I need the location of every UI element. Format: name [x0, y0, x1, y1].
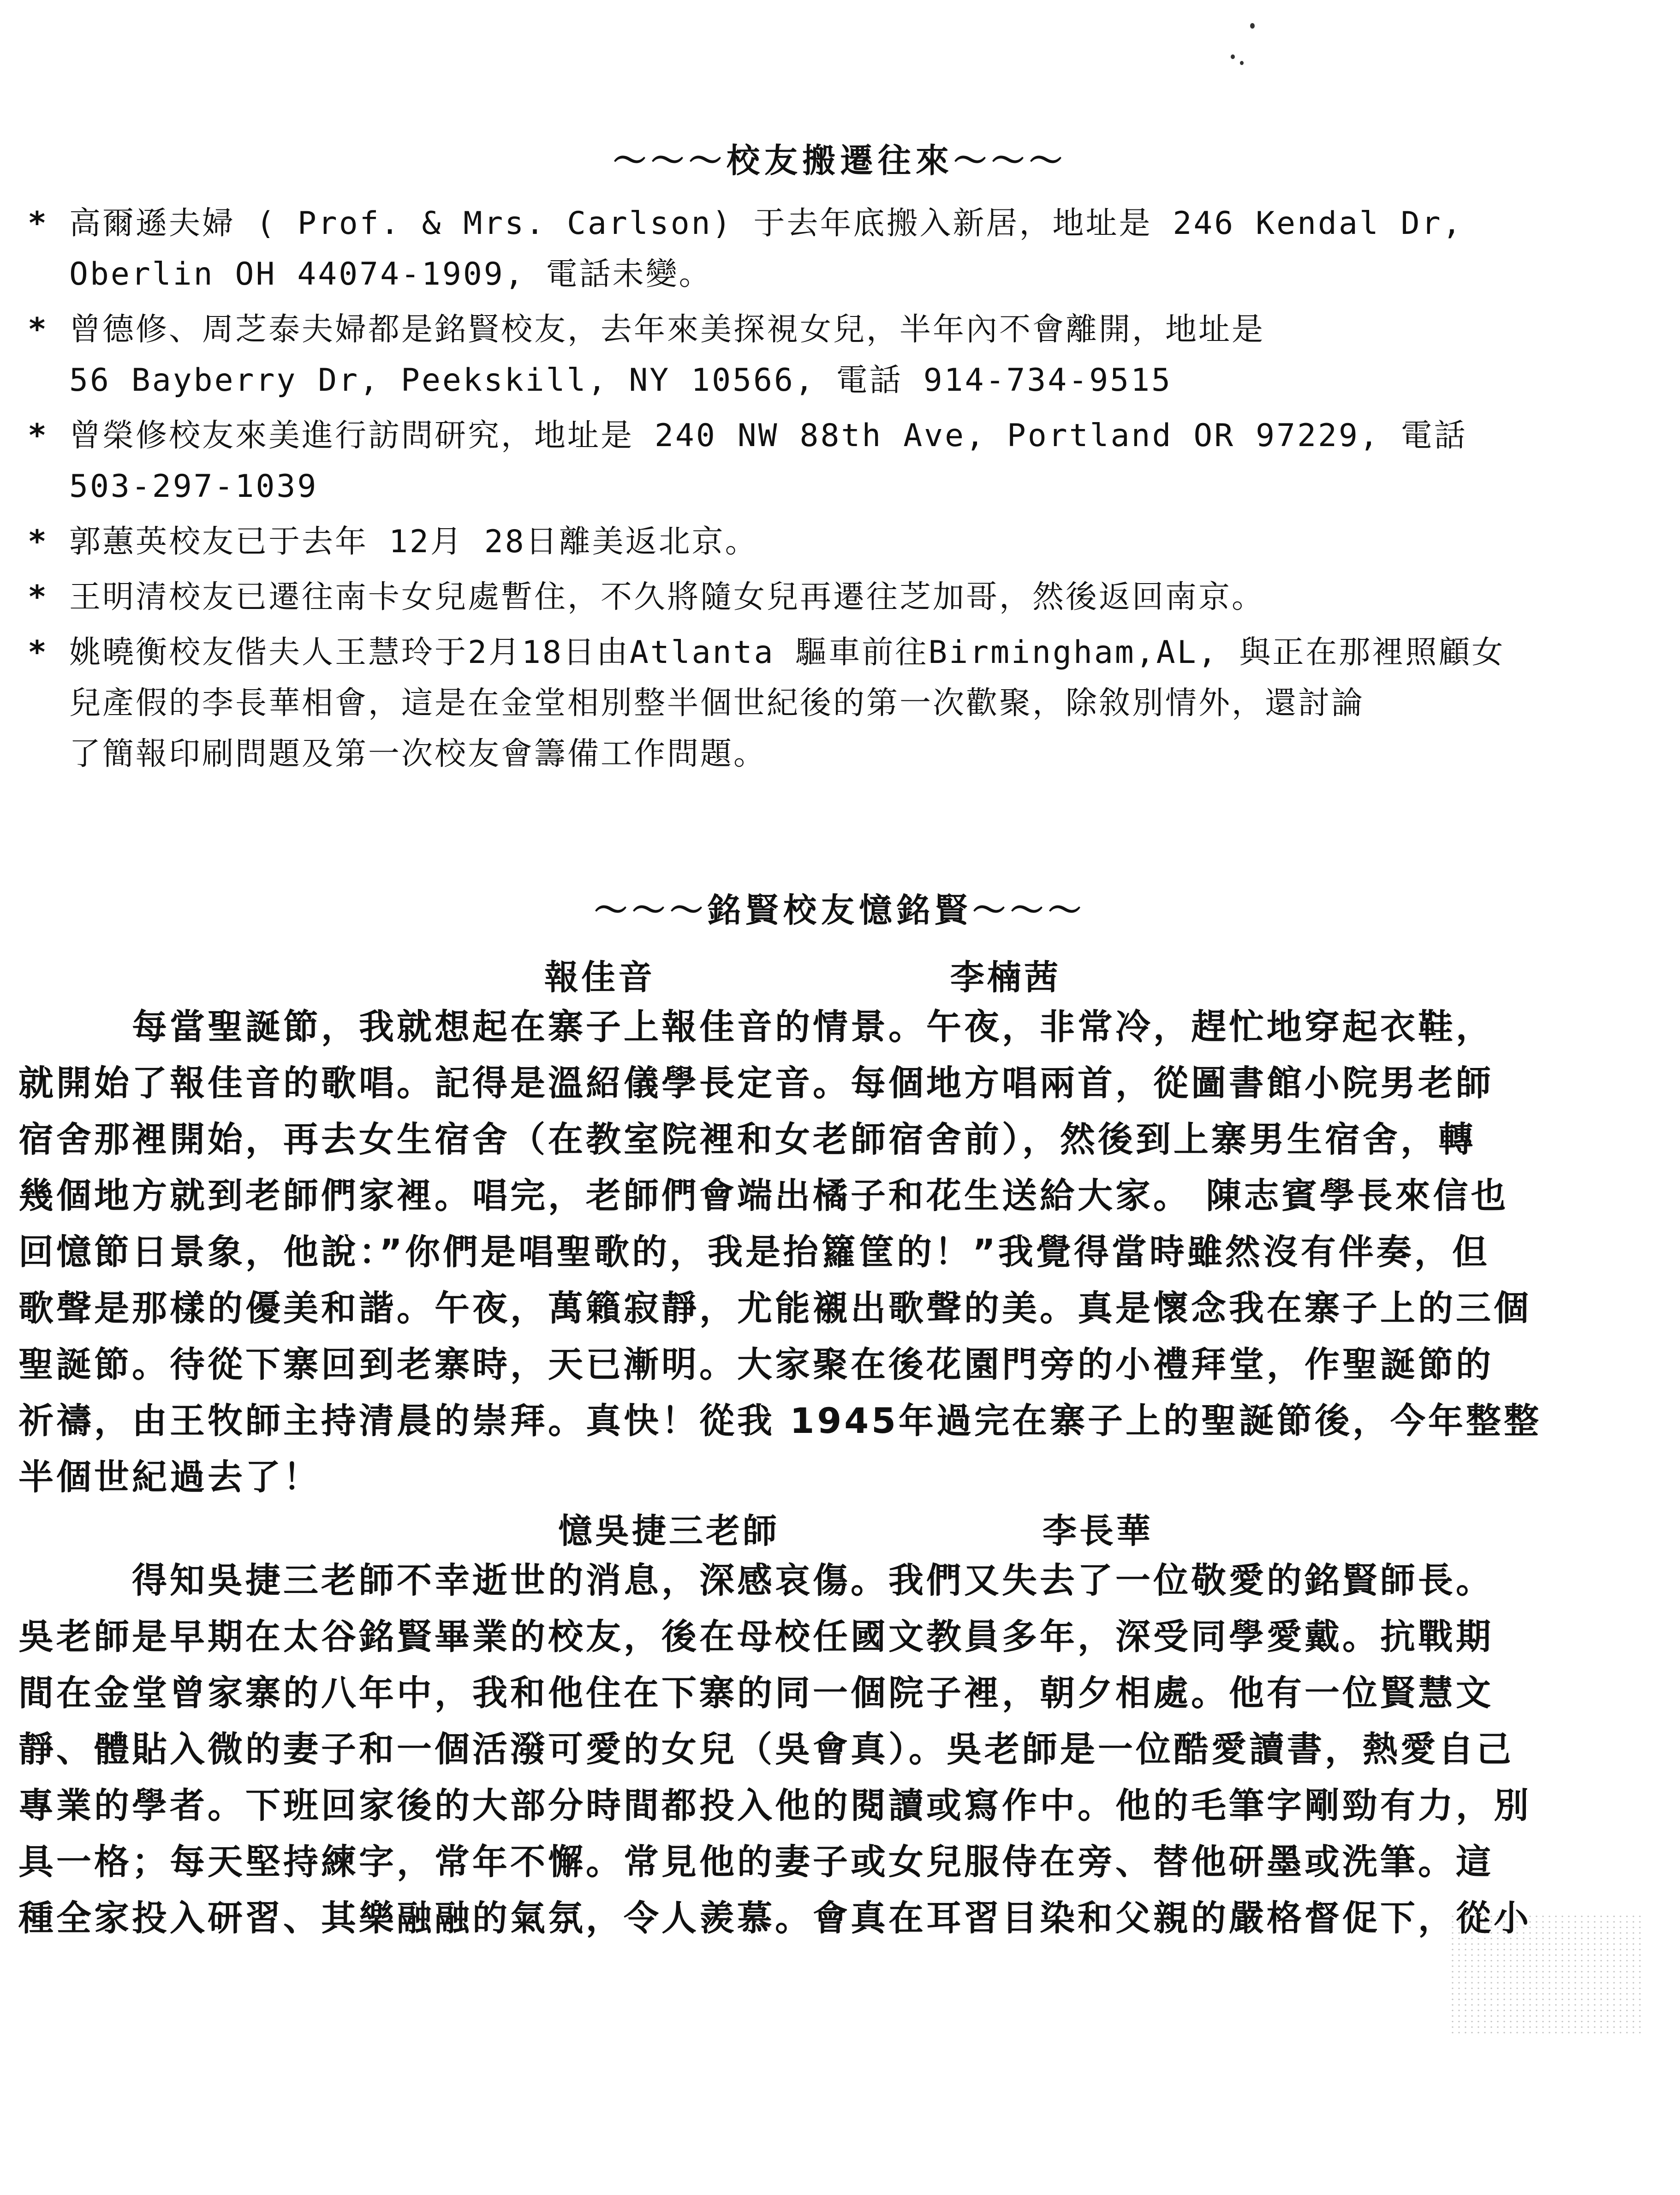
article-author: 李楠茜 — [950, 958, 1061, 997]
notice-line: Oberlin OH 44074-1909, 電話未變。 — [69, 256, 712, 292]
bullet-marker: * — [28, 524, 48, 560]
list-item — [28, 572, 1633, 623]
body-line: 歌聲是那樣的優美和諧。午夜，萬籟寂靜，尤能襯出歌聲的美。真是懷念我在寨子上的三個 — [18, 1288, 1531, 1329]
section-heading-memories: ～～～銘賢校友憶銘賢～～～ — [594, 891, 1086, 930]
body-line: 每當聖誕節，我就想起在寨子上報佳音的情景。午夜，非常冷，趕忙地穿起衣鞋， — [18, 1006, 1494, 1047]
bullet-marker: * — [28, 579, 48, 615]
bullet-marker: * — [28, 311, 48, 348]
bullet-marker: * — [28, 418, 48, 454]
body-line: 半個世紀過去了！ — [18, 1456, 321, 1497]
body-line: 祈禱，由王牧師主持清晨的崇拜。真快！從我 1945年過完在寨子上的聖誕節後，今年整整 — [18, 1400, 1542, 1441]
notice-line: 高爾遜夫婦 ( Prof. & Mrs. Carlson) 于去年底搬入新居，地址是 246 Kendal Dr, — [69, 205, 1463, 242]
body-line: 具一格；每天堅持練字，常年不懈。常見他的妻子或女兒服侍在旁、替他研墨或洗筆。這 — [18, 1841, 1494, 1882]
list-item — [28, 411, 1633, 512]
body-line: 專業的學者。下班回家後的大部分時間都投入他的閱讀或寫作中。他的毛筆字剛勁有力，別 — [18, 1785, 1531, 1826]
notice-line: 503-297-1039 — [69, 468, 318, 505]
notice-list — [28, 198, 1633, 784]
notice-line: 曾榮修校友來美進行訪問研究，地址是 240 NW 88th Ave, Portland OR 97229, 電話 — [69, 418, 1467, 454]
article-author: 李長華 — [1043, 1511, 1153, 1551]
notice-line: 了簡報印刷問題及第一次校友會籌備工作問題。 — [69, 736, 767, 772]
body-line: 靜、體貼入微的妻子和一個活潑可愛的女兒（吳會真）。吳老師是一位酷愛讀書，熱愛自己 — [18, 1729, 1514, 1770]
body-line: 種全家投入研習、其樂融融的氣氛，令人羨慕。會真在耳習目染和父親的嚴格督促下，從小 — [18, 1897, 1531, 1939]
notice-line: 兒產假的李長華相會，這是在金堂相別整半個世紀後的第一次歡聚，除敘別情外，還討論 — [69, 685, 1365, 722]
section-heading-moves: ～～～校友搬遷往來～～～ — [613, 141, 1067, 180]
article-body — [18, 1552, 1642, 1946]
body-line: 聖誕節。待從下寨回到老寨時，天已漸明。大家聚在後花園門旁的小禮拜堂，作聖誕節的 — [18, 1344, 1494, 1385]
body-line: 就開始了報佳音的歌唱。記得是溫紹儀學長定音。每個地方唱兩首，從圖書館小院男老師 — [18, 1062, 1494, 1103]
article-body — [18, 999, 1642, 1505]
notice-line: 曾德修、周芝泰夫婦都是銘賢校友，去年來美探視女兒，半年內不會離開，地址是 — [69, 311, 1265, 348]
notice-line: 姚曉衡校友偕夫人王慧玲于2月18日由Atlanta 驅車前往Birmingham,AL, 與正在那裡照顧女 — [69, 634, 1505, 671]
scan-speck — [1250, 23, 1255, 29]
list-item — [28, 304, 1633, 406]
body-line: 得知吳捷三老師不幸逝世的消息，深感哀傷。我們又失去了一位敬愛的銘賢師長。 — [18, 1560, 1494, 1601]
notice-line: 56 Bayberry Dr, Peekskill, NY 10566, 電話 914-734-9515 — [69, 362, 1172, 399]
list-item — [28, 198, 1633, 300]
list-item — [28, 517, 1633, 567]
notice-line: 王明清校友已遷往南卡女兒處暫住，不久將隨女兒再遷往芝加哥，然後返回南京。 — [69, 579, 1265, 615]
article-title: 報佳音 — [544, 958, 655, 997]
bullet-marker: * — [28, 634, 48, 671]
scan-speck — [1231, 54, 1235, 59]
article-title: 憶吳捷三老師 — [558, 1511, 780, 1551]
body-line: 間在金堂曾家寨的八年中，我和他住在下寨的同一個院子裡，朝夕相處。他有一位賢慧文 — [18, 1672, 1494, 1713]
scan-speck — [1240, 61, 1244, 65]
body-line: 宿舍那裡開始，再去女生宿舍（在教室院裡和女老師宿舍前），然後到上寨男生宿舍，轉 — [18, 1119, 1476, 1160]
bullet-marker: * — [28, 205, 48, 242]
list-item — [28, 627, 1633, 780]
body-line: 回憶節日景象，他說：”你們是唱聖歌的，我是抬籮筐的！”我覺得當時雖然沒有伴奏，但 — [18, 1231, 1490, 1272]
body-line: 吳老師是早期在太谷銘賢畢業的校友，後在母校任國文教員多年，深受同學愛戴。抗戰期 — [18, 1616, 1494, 1657]
body-line: 幾個地方就到老師們家裡。唱完，老師們會端出橘子和花生送給大家。 陳志賓學長來信也 — [18, 1175, 1509, 1216]
notice-line: 郭蕙英校友已于去年 12月 28日離美返北京。 — [69, 524, 758, 560]
